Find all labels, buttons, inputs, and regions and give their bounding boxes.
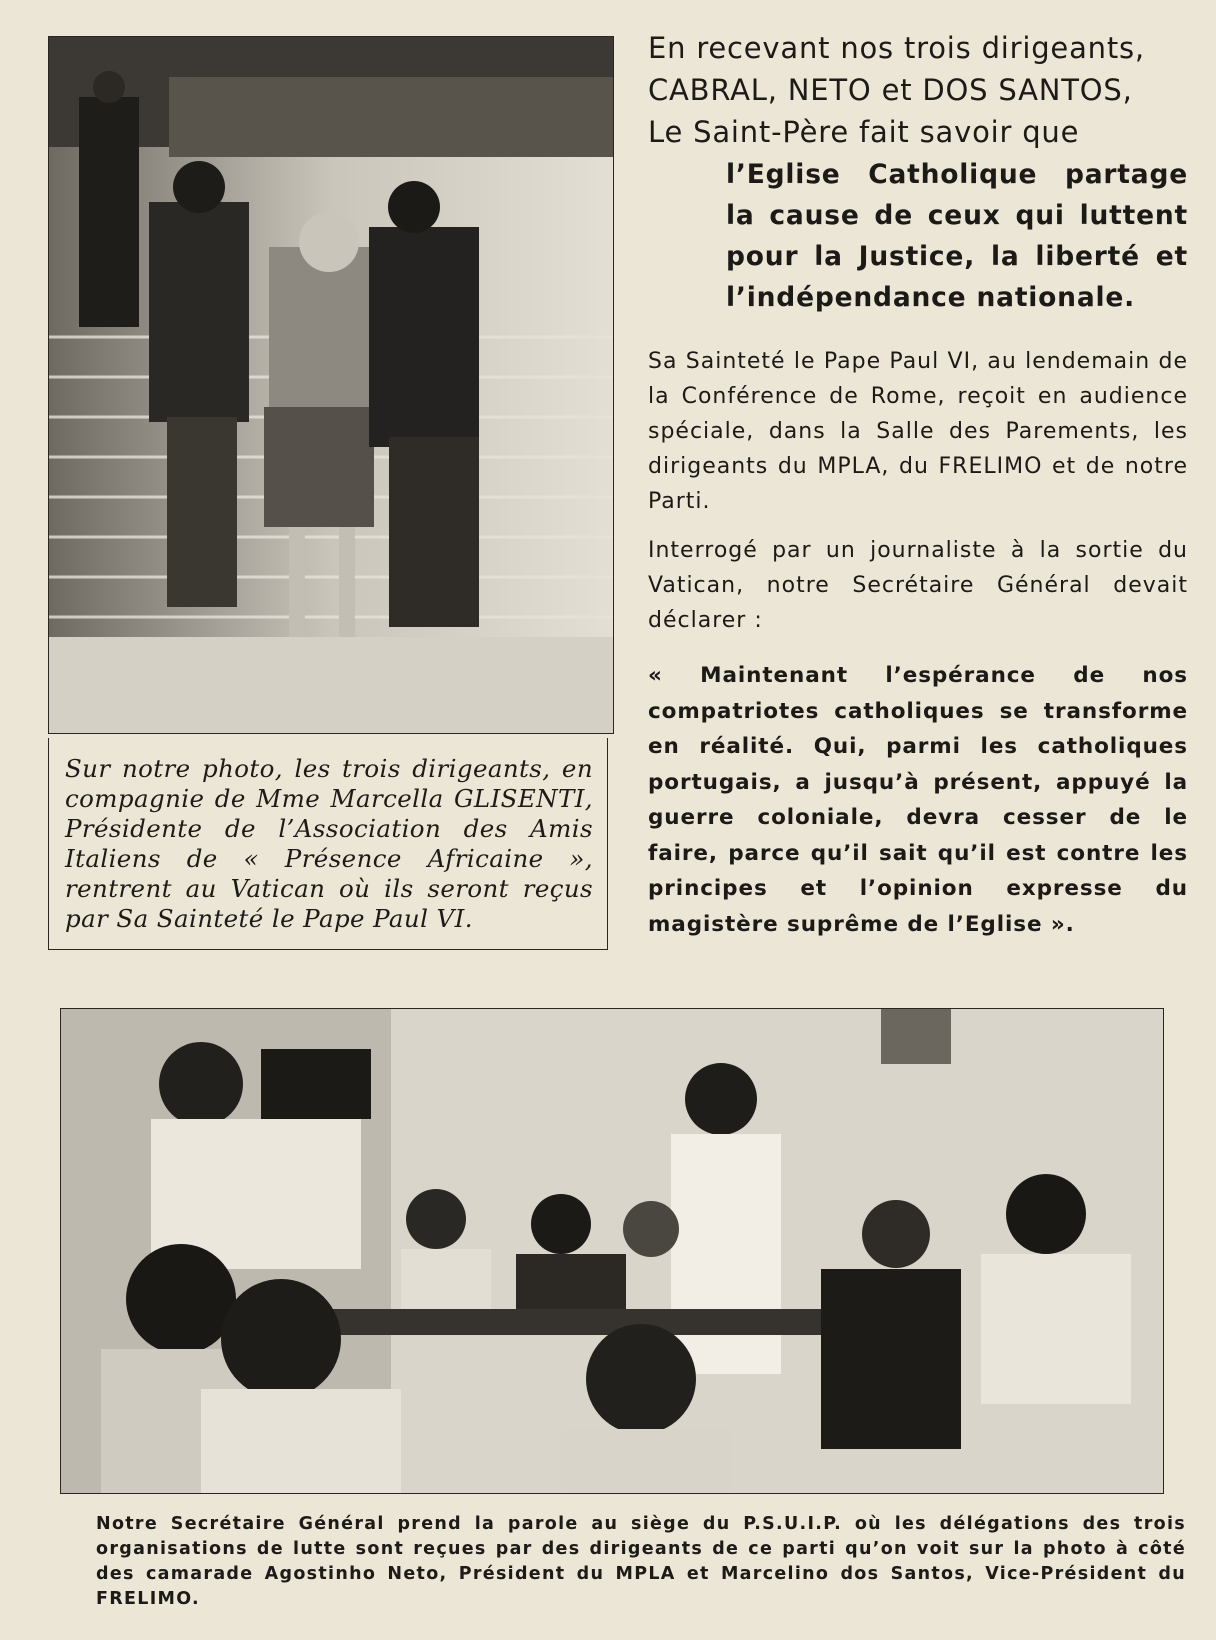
article-paragraph-1: Sa Sainteté le Pape Paul VI, au lendemain de la Conférence de Rome, reçoit en audience spéciale, dans la Salle des Parements, les dirigeants du MPLA, du FRELIMO et de notre Parti. — [648, 349, 1188, 514]
press-conference-photo — [60, 1008, 1164, 1494]
top-photo-caption: Sur notre photo, les trois dirigeants, en compagnie de Mme Marcella GLISENTI, Présidente de l’Association des Amis Italiens de « Présence Africaine », rentrent au Vatican où ils seront reçus par Sa Sainteté le Pape Paul VI. — [48, 738, 608, 950]
bottom-photo-caption: Notre Secrétaire Général prend la parole au siège du P.S.U.I.P. où les délégations des trois organisations de lutte sont reçues par des dirigeants de ce parti qu’on voit sur la photo à côté des camarade Agostinho Neto, Président du MPLA et Marcelino dos Santos, Vice-Président du FRELIMO. — [96, 1514, 1186, 1609]
headline-line-2: CABRAL, NETO et DOS SANTOS, — [648, 73, 1133, 107]
secretary-quote: « Maintenant l’espérance de nos compatriotes catholiques se transforme en réalité. Qui, parmi les catholiques portugais, a jusqu’à présent, appuyé la guerre coloniale, devra cesser de le faire, parce qu’il sait qu’il est contre les principes et l’opinion expresse du magistère suprême de l’Eglise ». — [648, 663, 1188, 937]
press-conference-photo-image — [61, 1009, 1163, 1493]
vatican-stairs-photo — [48, 36, 614, 734]
bold-statement: l’Eglise Catholique partage la cause de ceux qui luttent pour la Justice, la liberté et l’indépendance nationale. — [726, 159, 1188, 313]
headline-line-1: En recevant nos trois dirigeants, — [648, 31, 1145, 65]
vatican-stairs-photo-image — [49, 37, 613, 733]
headline-line-3: Le Saint-Père fait savoir que — [648, 115, 1080, 149]
article-paragraph-2: Interrogé par un journaliste à la sortie du Vatican, notre Secrétaire Général devait déclarer : — [648, 538, 1188, 633]
article-column — [648, 28, 1188, 942]
